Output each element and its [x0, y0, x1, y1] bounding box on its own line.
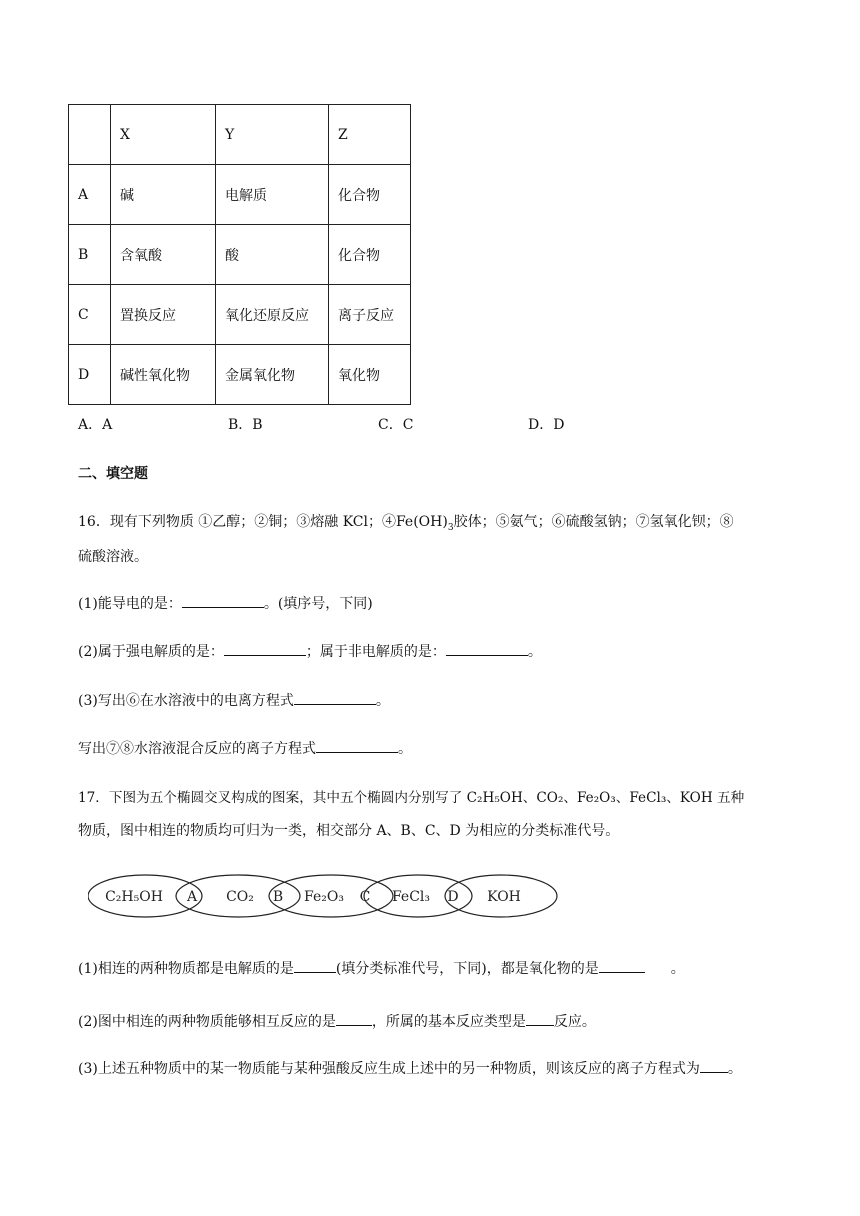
q17-part1-text-end: 。 [670, 961, 685, 977]
q16-part1-blank[interactable] [182, 595, 264, 608]
q17-part3-text-end: 。 [727, 1061, 742, 1077]
q16-part4-text-end: 。 [398, 741, 412, 757]
q16-part2-text-mid: ；属于非电解质的是： [305, 644, 446, 660]
table-header-cell: X [111, 105, 216, 165]
q16-stem-subscript: 3 [447, 522, 454, 533]
intersection-label: C [359, 889, 371, 905]
q17-part1 [78, 958, 685, 978]
table-cell: 含氧酸 [111, 225, 216, 285]
table-cell: 离子反应 [329, 285, 411, 345]
table-row [69, 225, 411, 285]
table-cell: 氧化还原反应 [216, 285, 329, 345]
q16-stem-text-rest: 胶体；⑤氨气；⑥硫酸氢钠；⑦氢氧化钡；⑧ [453, 514, 734, 530]
q17-part3 [78, 1058, 742, 1078]
table-cell: 氧化物 [329, 345, 411, 405]
q16-part2-text-end: 。 [527, 644, 542, 660]
table-cell: 碱性氧化物 [111, 345, 216, 405]
q16-part4-blank[interactable] [316, 740, 398, 753]
q17-part1-blank2[interactable] [599, 960, 645, 973]
q16-stem-line2: 硫酸溶液。 [78, 549, 148, 565]
table-cell: B [69, 225, 111, 285]
q16-part1-text: (1)能导电的是： [78, 596, 182, 612]
table-row [69, 345, 411, 405]
option-b[interactable]: B．B [228, 417, 263, 433]
table-header-cell [69, 105, 111, 165]
section-title: 二、填空题 [78, 466, 148, 482]
ellipse-label: C₂H₅OH [105, 889, 163, 905]
table-cell: 电解质 [216, 165, 329, 225]
q17-part3-blank[interactable] [700, 1060, 728, 1073]
q16-part3-text-end: 。 [375, 693, 390, 709]
option-d[interactable]: D．D [528, 417, 565, 433]
intersection-label: A [186, 889, 198, 905]
q16-part3-blank[interactable] [294, 692, 376, 705]
ellipse-label: CO₂ [226, 889, 254, 905]
q16-part2-blank2[interactable] [446, 643, 528, 656]
table-cell: 化合物 [329, 225, 411, 285]
option-a[interactable]: A．A [78, 417, 113, 433]
q16-stem-line1 [78, 511, 734, 533]
q16-part3 [78, 690, 390, 710]
table-row [69, 285, 411, 345]
q17-part2-blank1[interactable] [336, 1013, 372, 1026]
table-cell: 碱 [111, 165, 216, 225]
ellipse-label: KOH [487, 889, 521, 905]
table-cell: 化合物 [329, 165, 411, 225]
q16-part1 [78, 593, 373, 613]
q16-part2-blank1[interactable] [224, 643, 306, 656]
table-cell: 置换反应 [111, 285, 216, 345]
q16-part2 [78, 641, 542, 661]
table-header-cell: Z [329, 105, 411, 165]
ellipse-label: FeCl₃ [391, 889, 431, 905]
intersection-label: B [272, 889, 284, 905]
classification-table [68, 104, 411, 405]
table-cell: 金属氧化物 [216, 345, 329, 405]
q17-part2 [78, 1011, 596, 1031]
ellipse-diagram [88, 870, 558, 922]
q16-part1-text-end: 。(填序号，下同) [263, 596, 373, 612]
table-cell: D [69, 345, 111, 405]
q17-part2-text-mid: ，所属的基本反应类型是 [371, 1014, 526, 1030]
q17-stem-line2: 物质，图中相连的物质均可归为一类，相交部分 A、B、C、D 为相应的分类标准代号。 [78, 823, 620, 839]
q17-part2-text: (2)图中相连的两种物质能够相互反应的是 [78, 1014, 336, 1030]
table-header-row [69, 105, 411, 165]
table-row [69, 165, 411, 225]
q16-part4-text: 写出⑦⑧水溶液混合反应的离子方程式 [78, 741, 316, 757]
q17-stem-line1: 17．下图为五个椭圆交叉构成的图案，其中五个椭圆内分别写了 C₂H₅OH、CO₂、Fe₂O₃、FeCl₃、KOH 五种 [78, 790, 745, 806]
option-c[interactable]: C．C [378, 417, 414, 433]
q16-part3-text: (3)写出⑥在水溶液中的电离方程式 [78, 693, 294, 709]
table-cell: A [69, 165, 111, 225]
q16-part2-text: (2)属于强电解质的是： [78, 644, 224, 660]
ellipse-label: Fe₂O₃ [304, 889, 344, 905]
q16-stem-text: 16．现有下列物质 ①乙醇；②铜；③熔融 KCl；④Fe(OH) [78, 514, 448, 530]
q17-part1-text: (1)相连的两种物质都是电解质的是 [78, 961, 294, 977]
q16-part4 [78, 738, 412, 758]
q17-part1-blank1[interactable] [294, 960, 336, 973]
table-cell: C [69, 285, 111, 345]
q17-part3-text: (3)上述五种物质中的某一物质能与某种强酸反应生成上述中的另一种物质，则该反应的离子方程式为 [78, 1061, 700, 1077]
q17-part2-blank2[interactable] [526, 1013, 554, 1026]
intersection-label: D [447, 889, 459, 905]
q17-part1-text-mid: (填分类标准代号，下同)，都是氧化物的是 [335, 961, 599, 977]
table-cell: 酸 [216, 225, 329, 285]
table-header-cell: Y [216, 105, 329, 165]
answer-options [78, 414, 778, 434]
q17-part2-text-end: 反应。 [553, 1014, 596, 1030]
